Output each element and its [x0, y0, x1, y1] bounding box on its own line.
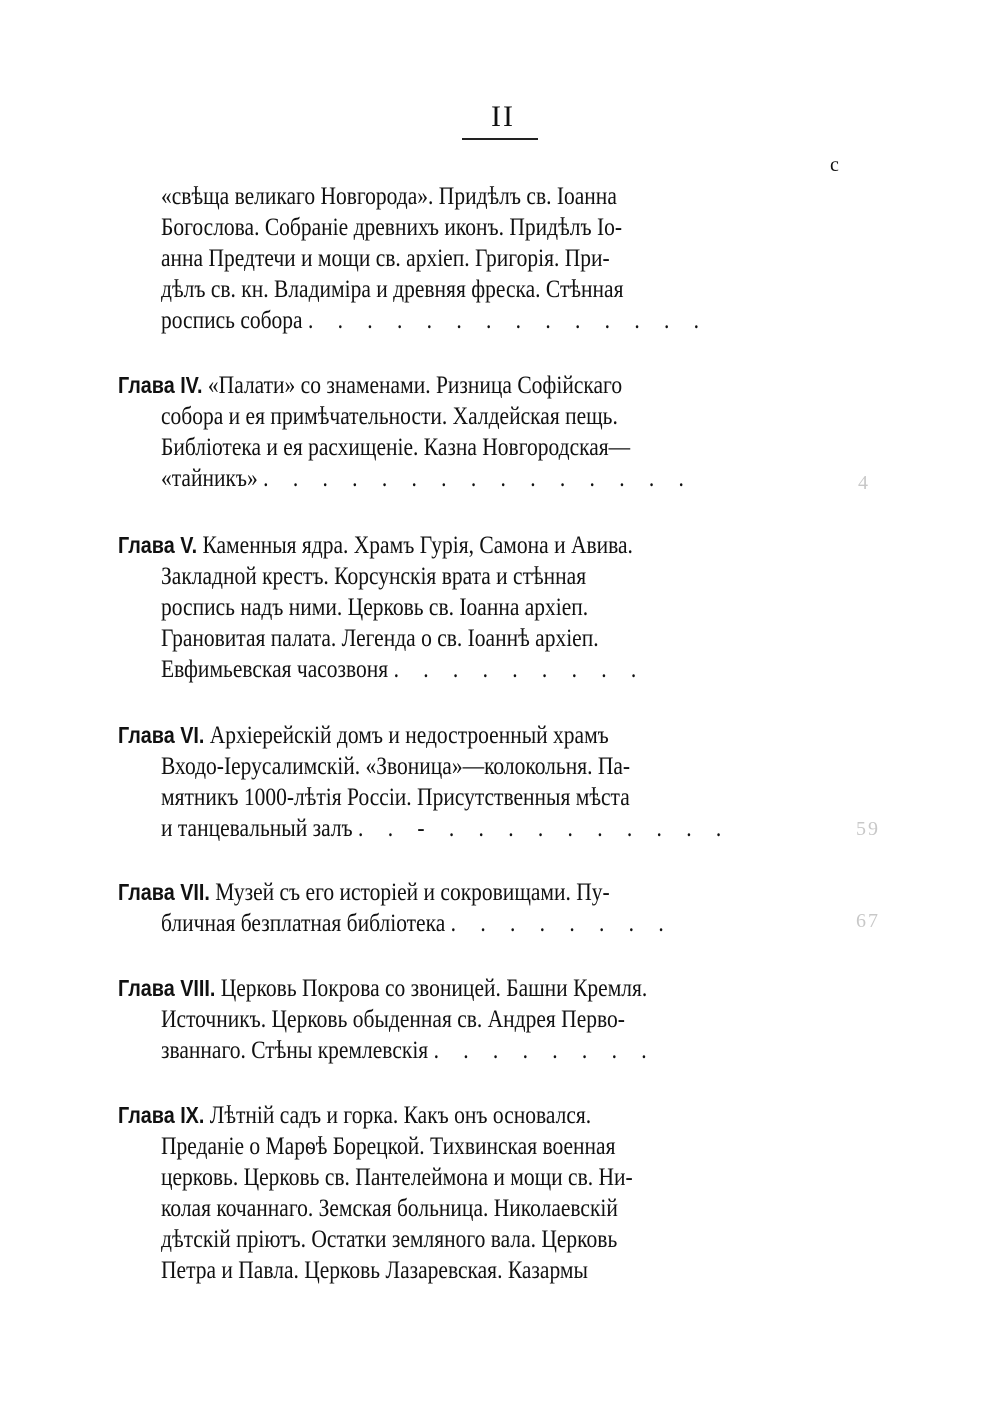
chapter-label: Глава VII.: [118, 879, 210, 905]
entry-line: [118, 1100, 720, 1131]
entry-line: [118, 1035, 720, 1066]
entry-line: [118, 813, 731, 844]
entry-line: дѣлъ св. кн. Владиміра и древняя фреска. Стѣнная: [161, 276, 624, 303]
chapter-label: Глава VIII.: [118, 975, 216, 1001]
folio-rule: [462, 138, 538, 140]
entry-text: роспись собора: [161, 307, 303, 334]
entry-line: [118, 530, 720, 561]
entry-text: Архіерейскій домъ и недостроенный храмъ: [209, 722, 609, 749]
entry-text: Церковь Покрова со звоницей. Башни Кремля.: [220, 975, 648, 1002]
entry-line: собора и ея примѣчательности. Халдейская пещь.: [161, 403, 618, 430]
dot-leader: . . . . . . . .: [433, 1037, 657, 1064]
chapter-label: Глава IX.: [118, 1102, 205, 1128]
entry-text: и танцевальный залъ: [161, 815, 353, 842]
entry-line: мятникъ 1000-лѣтія Россіи. Присутственныя мѣста: [161, 784, 630, 811]
chapter-label: Глава V.: [118, 532, 198, 558]
entry-line: [118, 463, 720, 494]
dot-leader: . . . . . . . . .: [393, 656, 646, 683]
page-number: 59: [856, 818, 880, 840]
corner-mark: с: [830, 154, 839, 176]
entry-text: «тайникъ»: [161, 465, 258, 492]
dot-leader: . . . . . . . . . . . . . .: [307, 307, 709, 334]
chapter-label: Глава IV.: [118, 372, 203, 398]
entry-line: дѣтскій пріютъ. Остатки земляного вала. Церковь: [161, 1226, 618, 1253]
entry-line: колая кочаннаго. Земская больница. Николаевскій: [161, 1195, 618, 1222]
entry-line: церковь. Церковь св. Пантелеймона и мощи св. Ни-: [161, 1164, 633, 1191]
dot-leader: . . . . . . . . . . . . . . .: [263, 465, 694, 492]
chapter-label: Глава VI.: [118, 722, 205, 748]
entry-line: [118, 370, 720, 401]
entry-line: [118, 973, 720, 1004]
entry-text: Каменныя ядра. Храмъ Гурія, Самона и Авива.: [202, 532, 633, 559]
entry-line: Закладной крестъ. Корсунскія врата и стѣнная: [161, 563, 587, 590]
entry-line: роспись надъ ними. Церковь св. Іоанна архіеп.: [161, 594, 589, 621]
page-number: 67: [856, 910, 880, 932]
entry-line: «свѣща великаго Новгорода». Придѣлъ св. Іоанна: [161, 183, 617, 210]
entry-line: анна Предтечи и мощи св. архіеп. Григорія. При-: [161, 245, 610, 272]
entry-text: Лѣтній садъ и горка. Какъ онъ основался.: [209, 1102, 592, 1129]
entry-line: Грановитая палата. Легенда о св. Іоаннѣ архіеп.: [161, 625, 599, 652]
entry-line: Богослова. Собраніе древнихъ иконъ. Придѣлъ Іо-: [161, 214, 623, 241]
entry-line: [118, 877, 720, 908]
entry-text: званнаго. Стѣны кремлевскія: [161, 1037, 429, 1064]
entry-text: Музей съ его исторіей и сокровищами. Пу-: [215, 879, 610, 906]
entry-line: Преданіе о Марѳѣ Борецкой. Тихвинская военная: [161, 1133, 616, 1160]
entry-line: Входо-Іерусалимскій. «Звоница»—колокольня. Па-: [161, 753, 631, 780]
toc-entry-chapter-8: [118, 973, 818, 1066]
page-number: 4: [858, 472, 870, 494]
entry-line: Петра и Павла. Церковь Лазаревская. Казармы: [161, 1257, 588, 1284]
entry-line: [118, 720, 720, 751]
toc-entry-chapter-9: [118, 1100, 818, 1286]
entry-line: Библіотека и ея расхищеніе. Казна Новгородская—: [161, 434, 631, 461]
toc-entry-chapter-4: [118, 370, 818, 494]
entry-text: бличная безплатная библіотека: [161, 910, 446, 937]
page-folio: II: [491, 100, 515, 133]
entry-text: Евфимьевская часозвоня: [161, 656, 389, 683]
entry-text: «Палати» со знаменами. Ризница Софійскаго: [207, 372, 623, 399]
toc-entry-chapter-6: [118, 720, 818, 844]
entry-line: Источникъ. Церковь обыденная св. Андрея Перво-: [161, 1006, 625, 1033]
entry-line: [118, 908, 720, 939]
toc-entry-continuation: [118, 181, 818, 336]
toc-entry-chapter-5: [118, 530, 818, 685]
dot-leader: . . . . . . . .: [450, 910, 674, 937]
entry-line: [118, 305, 720, 336]
toc-entry-chapter-7: [118, 877, 818, 939]
entry-line: [118, 654, 720, 685]
dot-leader: . . - . . . . . . . . . .: [358, 815, 731, 842]
